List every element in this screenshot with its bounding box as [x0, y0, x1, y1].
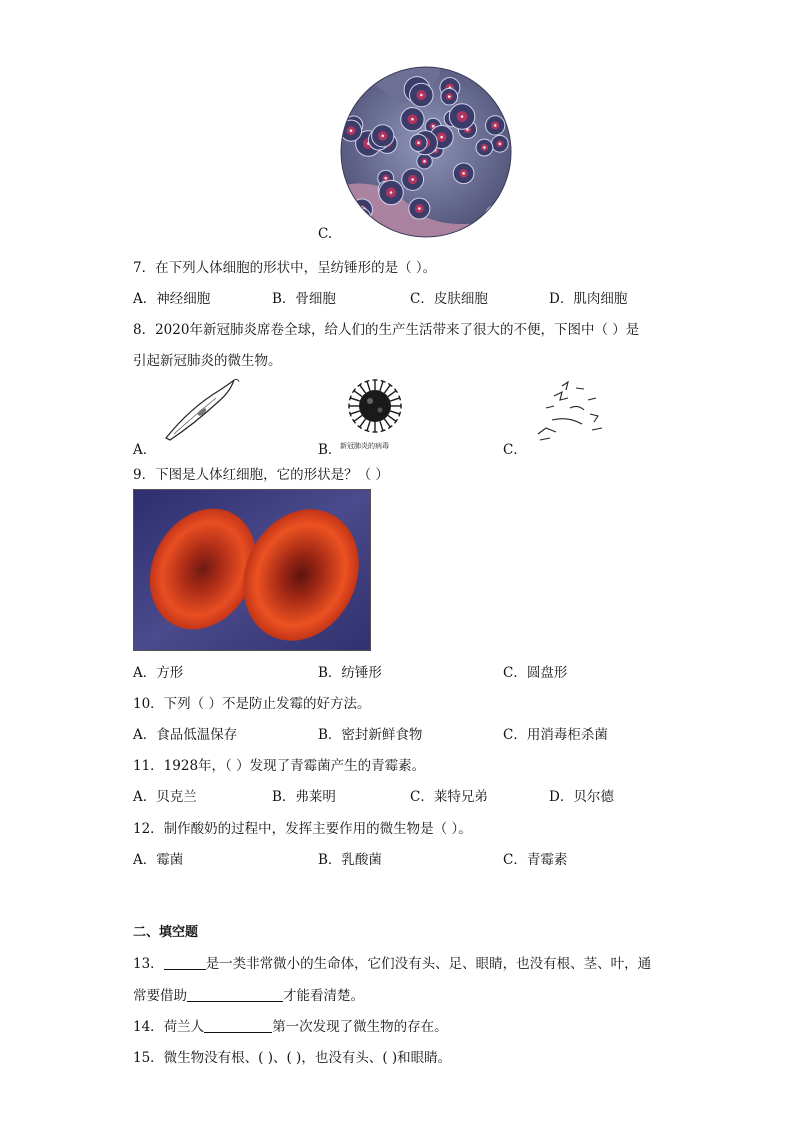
q12-option-a[interactable]: A．霉菌: [133, 852, 184, 868]
q9-option-a[interactable]: A．方形: [133, 665, 184, 681]
q13-blank-1[interactable]: [164, 955, 206, 970]
q14-text-2: 第一次发现了微生物的存在。: [272, 1019, 448, 1035]
q11-stem: 11．1928年，（ ）发现了青霉菌产生的青霉素。: [133, 758, 426, 774]
q8-stem-line1: 8．2020年新冠肺炎席卷全球，给人们的生产生活带来了很大的不便，下图中（ ）是: [133, 322, 640, 338]
virus-image: [342, 374, 408, 452]
q11-option-b[interactable]: B．弗莱明: [272, 789, 336, 805]
micrograph-image: [340, 66, 512, 238]
q8-option-a[interactable]: A．: [133, 442, 157, 458]
q8-stem-line2: 引起新冠肺炎的微生物。: [133, 353, 282, 369]
q7-stem: 7．在下列人体细胞的形状中，呈纺锤形的是（ ）。: [133, 260, 437, 276]
q9-option-c[interactable]: C．圆盘形: [503, 665, 568, 681]
q14-blank[interactable]: [204, 1018, 272, 1033]
q10-option-c[interactable]: C．用消毒柜杀菌: [503, 727, 608, 743]
q12-option-b[interactable]: B．乳酸菌: [318, 852, 382, 868]
q14-line: [133, 1015, 448, 1035]
q12-option-c[interactable]: C．青霉素: [503, 852, 568, 868]
q8-option-c[interactable]: C．: [503, 442, 527, 458]
q13-blank-2[interactable]: [187, 987, 283, 1002]
q10-option-a[interactable]: A．食品低温保存: [133, 727, 238, 743]
q7-option-c[interactable]: C．皮肤细胞: [410, 291, 488, 307]
red-blood-cells-image: [133, 489, 371, 651]
q15-line: 15．微生物没有根、( )、( )，也没有头、( )和眼睛。: [133, 1050, 452, 1066]
section-title-fill-in: 二、填空题: [133, 925, 199, 940]
q11-option-c[interactable]: C．莱特兄弟: [410, 789, 488, 805]
virus-image-caption: 新冠肺炎的病毒: [340, 442, 389, 450]
q13-text-2: 常要借助: [133, 988, 187, 1004]
q13-text-1: 是一类非常微小的生命体，它们没有头、足、眼睛，也没有根、茎、叶，通: [205, 956, 652, 972]
q10-option-b[interactable]: B．密封新鲜食物: [318, 727, 423, 743]
bacteria-sketch-image: [532, 378, 612, 446]
q13-number: 13．: [133, 956, 164, 972]
q11-option-d[interactable]: D．贝尔德: [549, 789, 614, 805]
q10-stem: 10．下列（ ）不是防止发霉的好方法。: [133, 696, 371, 712]
euglena-image: [160, 378, 240, 444]
q7-option-d[interactable]: D．肌肉细胞: [549, 291, 628, 307]
q13-line2: [133, 984, 364, 1004]
q12-stem: 12．制作酸奶的过程中，发挥主要作用的微生物是（ ）。: [133, 821, 472, 837]
q11-option-a[interactable]: A．贝克兰: [133, 789, 197, 805]
q9-option-b[interactable]: B．纺锤形: [318, 665, 382, 681]
q13-text-3: 才能看清楚。: [283, 988, 364, 1004]
q14-text-1: 14．荷兰人: [133, 1019, 205, 1035]
q7-option-b[interactable]: B．骨细胞: [272, 291, 336, 307]
q7-option-a[interactable]: A．神经细胞: [133, 291, 211, 307]
q13-line1: [133, 952, 651, 972]
q9-stem: 9．下图是人体红细胞，它的形状是？（ ）: [133, 467, 389, 483]
q6-option-c-label: C.: [318, 226, 333, 242]
q8-option-b[interactable]: B．: [318, 442, 342, 458]
